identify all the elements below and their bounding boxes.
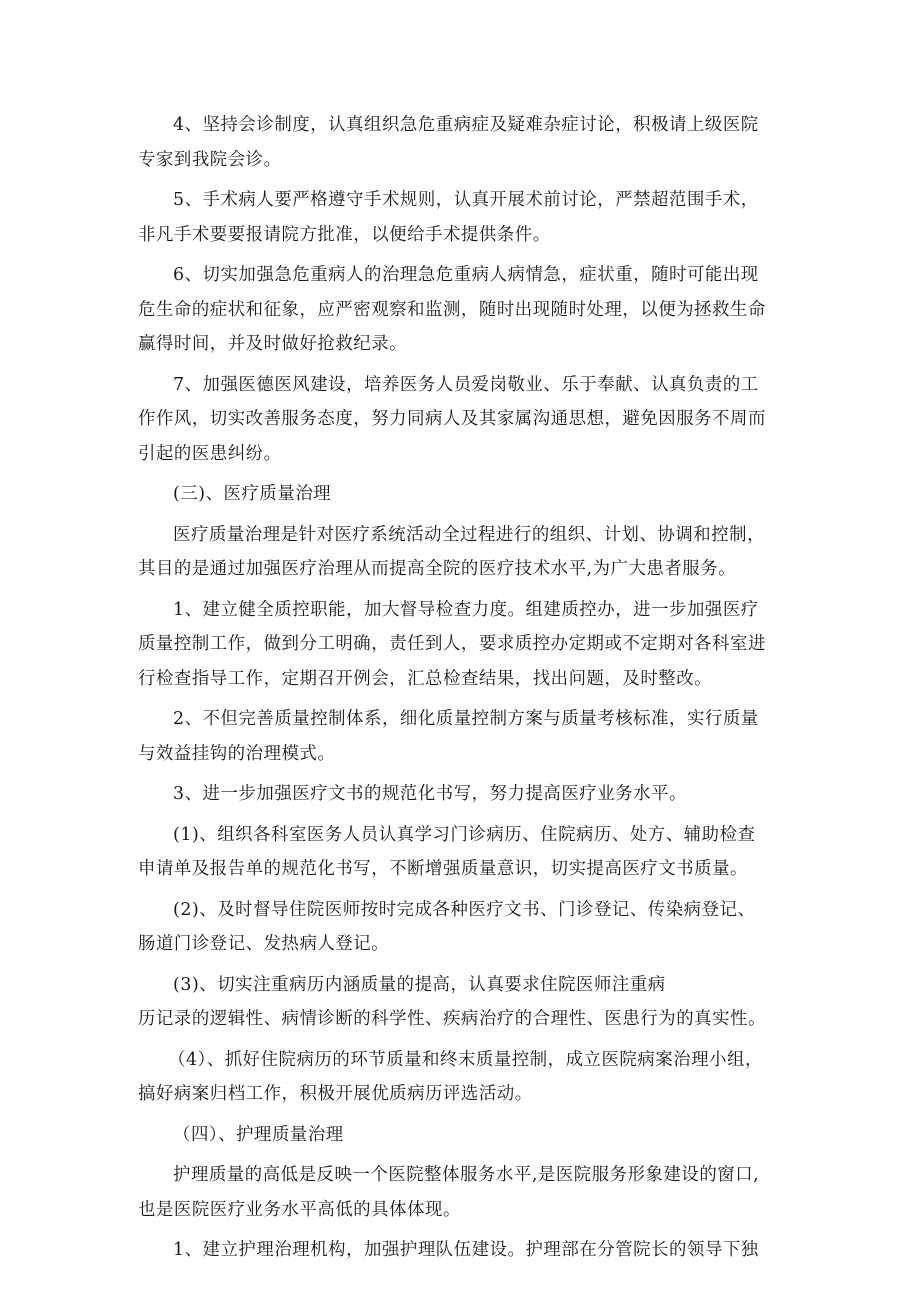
text-line: 赢得时间，并及时做好抢救纪录。 [138,334,408,354]
paragraph-quality-definition [138,518,790,587]
paragraph-medical-documents [138,777,790,812]
paragraph-item-2 [138,893,790,962]
paragraph-nursing-definition [138,1158,790,1227]
text-line: 4、坚持会诊制度，认真组织急危重病症及疑难杂症讨论，积极请上级医院 [173,115,759,135]
paragraph-item-1 [138,818,790,887]
text-line: 引起的医患纠纷。 [138,443,282,464]
paragraph-consultation-system [138,108,790,177]
text-line: 6、切实加强急危重病人的治理急危重病人病情急，症状重，随时可能出现 [173,265,759,285]
document-page [138,108,790,1268]
paragraph-nursing-organization [138,1233,790,1268]
text-line: 7、加强医德医风建设，培养医务人员爱岗敬业、乐于奉献、认真负责的工 [173,374,759,395]
text-line: 专家到我院会诊。 [138,149,282,170]
paragraph-quality-control-office [138,593,790,697]
text-line: (3)、切实注重病历内涵质量的提高，认真要求住院医师注重病 [173,974,666,995]
text-line: 1、建立健全质控职能，加大督导检查力度。组建质控办，进一步加强医疗 [173,599,759,620]
text-line: 5、手术病人要严格遵守手术规则，认真开展术前讨论，严禁超范围手术， [173,190,759,210]
text-line: (1)、组织各科室医务人员认真学习门诊病历、住院病历、处方、辅助检查 [173,824,756,845]
text-line: 申请单及报告单的规范化书写，不断增强质量意识，切实提高医疗文书质量。 [138,859,748,879]
text-line: 历记录的逻辑性、病情诊断的科学性、疾病治疗的合理性、医患行为的真实性。 [138,1009,766,1029]
text-line: 其目的是通过加强医疗治理从而提高全院的医疗技术水平,为广大患者服务。 [138,559,737,579]
text-line: 护理质量的高低是反映一个医院整体服务水平,是医院服务形象建设的窗口, [173,1165,760,1185]
text-line: (2)、及时督导住院医师按时完成各种医疗文书、门诊登记、传染病登记、 [173,899,756,920]
section-heading-nursing-quality [138,1118,790,1153]
heading-line: (三)、医疗质量治理 [173,484,332,504]
paragraph-critical-patients [138,258,790,362]
heading-line: （四）、护理质量治理 [173,1124,344,1145]
text-line: 1、建立护理治理机构，加强护理队伍建设。护理部在分管院长的领导下独 [173,1240,759,1260]
text-line: 危生命的症状和征象，应严密观察和监测，随时出现随时处理，以便为拯救生命 [138,299,766,320]
paragraph-medical-ethics [138,368,790,472]
text-line: 也是医院医疗业务水平高低的具体体现。 [138,1199,461,1220]
text-line: （4）、抓好住院病历的环节质量和终末质量控制，成立医院病案治理小组， [168,1049,763,1070]
section-heading-medical-quality [138,477,790,512]
text-line: 非凡手术要要报请院方批准，以便给手术提供条件。 [138,224,551,245]
text-line: 搞好病案归档工作，积极开展优质病历评选活动。 [138,1084,533,1104]
text-line: 质量控制工作，做到分工明确，责任到人，要求质控办定期或不定期对各科室进 [138,634,766,654]
paragraph-item-4 [138,1043,790,1112]
text-line: 肠道门诊登记、发热病人登记。 [138,934,390,954]
text-line: 作作风，切实改善服务态度，努力同病人及其家属沟通思想，避免因服务不周而 [138,409,766,429]
text-line: 医疗质量治理是针对医疗系统活动全过程进行的组织、计划、协调和控制， [173,524,766,545]
paragraph-surgery-rules [138,183,790,252]
text-line: 2、不但完善质量控制体系，细化质量控制方案与质量考核标准，实行质量 [173,709,759,729]
paragraph-item-3 [138,968,790,1037]
text-line: 行检查指导工作，定期召开例会，汇总检查结果，找出问题，及时整改。 [138,668,713,689]
text-line: 与效益挂钩的治理模式。 [138,743,336,764]
paragraph-quality-system [138,702,790,771]
text-line: 3、进一步加强医疗文书的规范化书写，努力提高医疗业务水平。 [173,784,687,804]
